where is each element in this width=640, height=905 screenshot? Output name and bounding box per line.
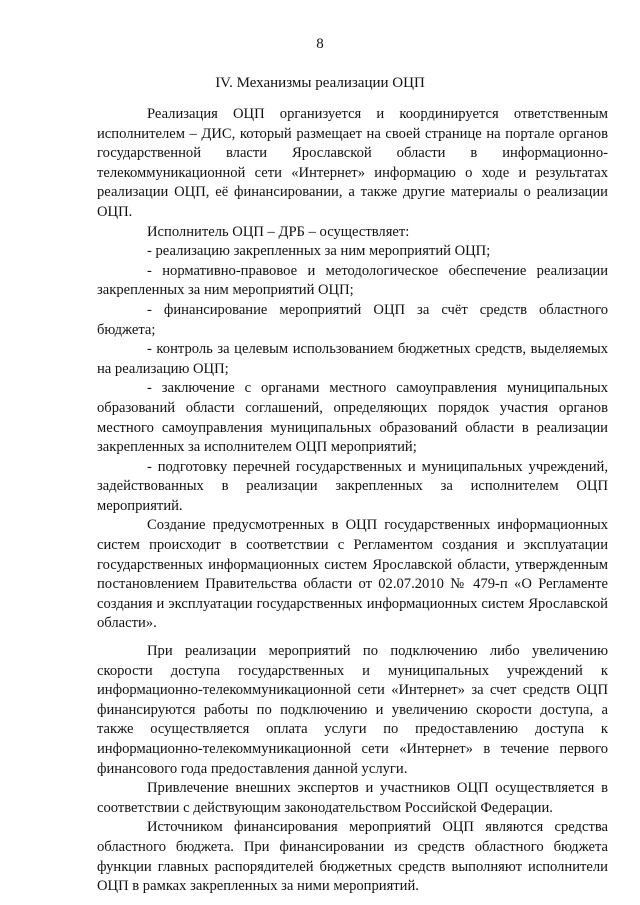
paragraph-executor-intro: Исполнитель ОЦП – ДРБ – осуществляет:	[147, 223, 410, 240]
list-item-agreements: - заключение с органами местного самоуправления муниципальных образований области соглашений, определяющих порядок участия органов местного самоуправления муниципальных образований области в реализации закрепленных за исполнителем ОЦП мероприятий;	[97, 380, 608, 456]
list-item-regulatory-support: - нормативно-правовое и методологическое обеспечение реализации закрепленных за ним мероприятий ОЦП;	[97, 262, 608, 299]
paragraph-external-experts: Привлечение внешних экспертов и участников ОЦП осуществляется в соответствии с действующим законодательством Российской Федерации.	[97, 780, 608, 816]
list-item-financing: - финансирование мероприятий ОЦП за счёт средств областного бюджета;	[97, 301, 608, 338]
section-heading: IV. Механизмы реализации ОЦП	[215, 75, 425, 91]
list-item-implementation: - реализацию закрепленных за ним мероприятий ОЦП;	[147, 243, 491, 260]
paragraph-internet-access: При реализации мероприятий по подключению либо увеличению скорости доступа государственных и муниципальных учреждений к информационно-телекоммуникационной сети «Интернет» за счет средств ОЦП финансируются работы по подключению и увеличению скорости доступа, а также осуществляется оплата услуги по предоставлению доступа к информационно-телекоммуникационной сети «Интернет» в течение первого финансового года предоставления данной услуги.	[97, 643, 608, 777]
paragraph-information-systems: Создание предусмотренных в ОЦП государственных информационных систем происходит в соответствии с Регламентом создания и эксплуатации государственных информационных систем Ярославской области, утвержденным постановлением Правительства области от 02.07.2010 № 479-п «О Регламенте создания и эксплуатации государственных информационных систем Ярославской области».	[97, 517, 608, 632]
paragraph-responsible-executor: Реализация ОЦП организуется и координируется ответственным исполнителем – ДИС, который размещает на своей странице на портале органов государственной власти Ярославской области в информационно-телекоммуникационной сети «Интернет» информацию о ходе и результатах реализации ОЦП, её финансировании, а также другие материалы о реализации ОЦП.	[97, 106, 608, 220]
page-number: 8	[316, 36, 324, 52]
paragraph-funding-source: Источником финансирования мероприятий ОЦП являются средства областного бюджета. При финансировании из средств областного бюджета функции главных распорядителей бюджетных средств выполняют исполнители ОЦП в рамках закрепленных за ними мероприятий.	[97, 819, 608, 895]
list-item-institution-lists: - подготовку перечней государственных и муниципальных учреждений, задействованных в реализации закрепленных за исполнителем ОЦП мероприятий.	[97, 458, 608, 514]
list-item-control: - контроль за целевым использованием бюджетных средств, выделяемых на реализацию ОЦП;	[97, 341, 608, 377]
document-body	[97, 105, 608, 897]
